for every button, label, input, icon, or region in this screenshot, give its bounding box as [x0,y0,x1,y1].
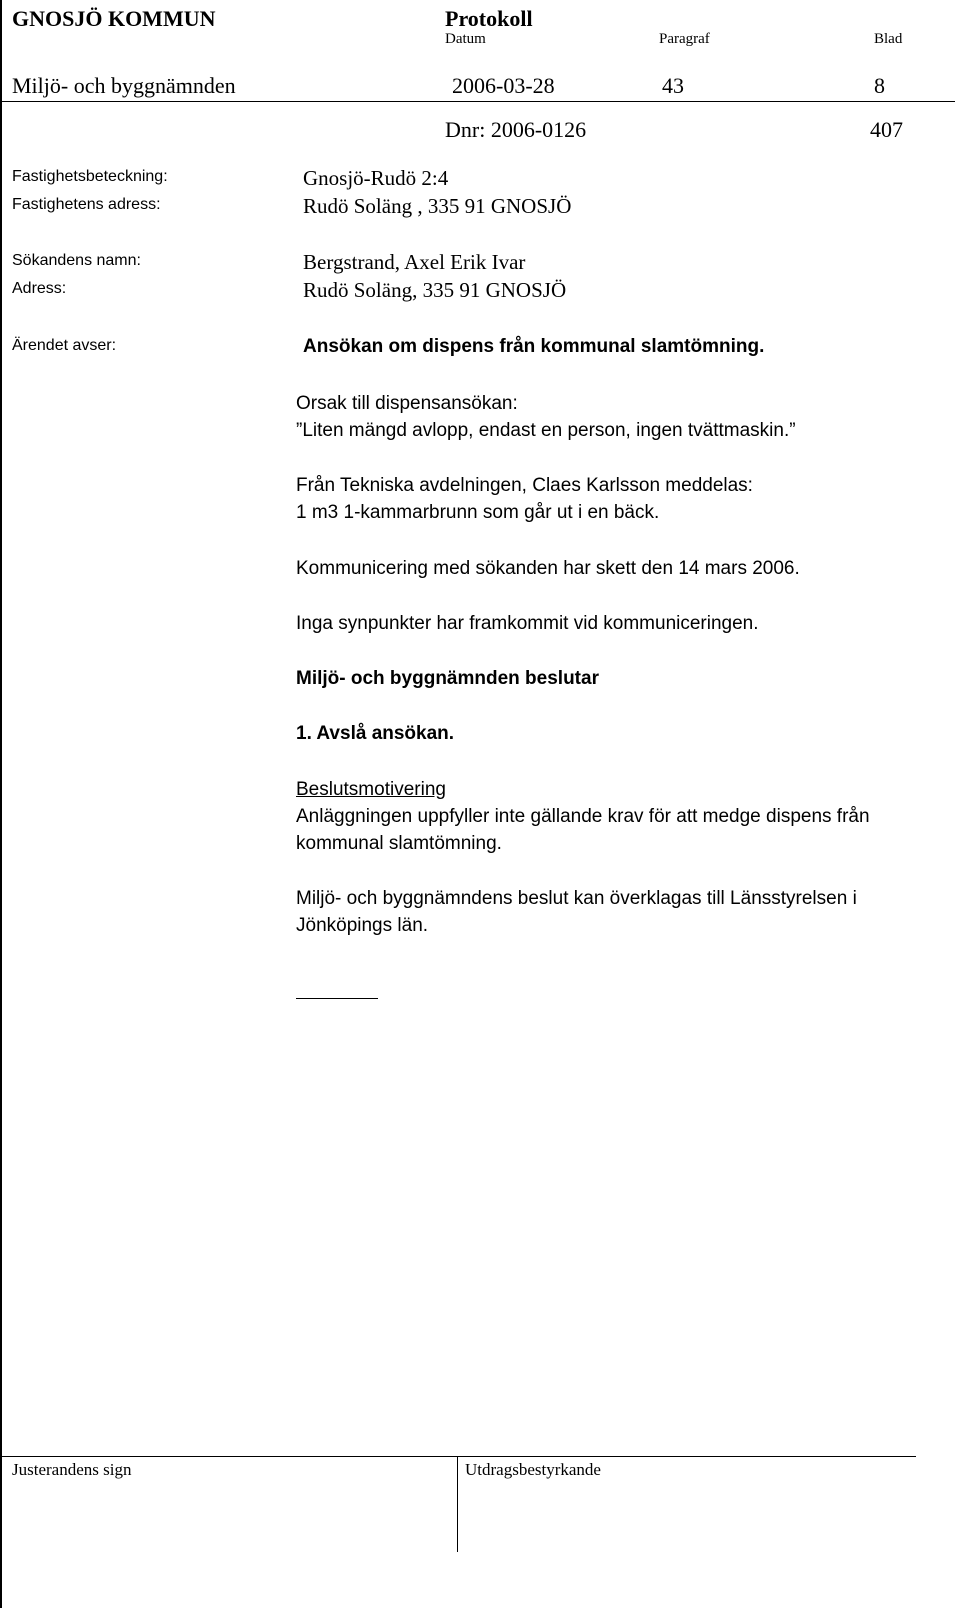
case-number: Dnr: 2006-0126 [445,117,587,142]
property-address-value: Rudö Soläng , 335 91 GNOSJÖ [303,194,572,218]
tech-statement-line2: 1 m3 1-kammarbrunn som går ut i en bäck. [296,502,660,523]
header-divider [2,101,955,102]
document-type: Protokoll [445,6,533,31]
footer-column-divider [457,1456,458,1552]
motivation-text: Anläggningen uppfyller inte gällande krav för att medge dispens från kommunal slamtömning. [296,806,870,854]
matter-value: Ansökan om dispens från kommunal slamtömning. [303,336,765,357]
reason-heading: Orsak till dispensansökan: [296,393,518,414]
appeal-text: Miljö- och byggnämndens beslut kan överklagas till Länsstyrelsen i Jönköpings län. [296,888,857,936]
matter-label: Ärendet avser: [12,337,117,354]
sheet-number: 8 [874,73,885,98]
no-comments-note: Inga synpunkter har framkommit vid kommuniceringen. [296,613,759,634]
motivation-heading: Beslutsmotivering [296,779,446,800]
certification-label: Utdragsbestyrkande [465,1460,601,1479]
tech-statement-line1: Från Tekniska avdelningen, Claes Karlsson meddelas: [296,475,753,496]
applicant-name-value: Bergstrand, Axel Erik Ivar [303,250,526,274]
applicant-address-label: Adress: [12,280,67,297]
decision-item: 1. Avslå ansökan. [296,723,455,744]
meeting-date: 2006-03-28 [452,73,555,98]
applicant-address-value: Rudö Soläng, 335 91 GNOSJÖ [303,278,567,302]
property-designation-value: Gnosjö-Rudö 2:4 [303,166,449,190]
adjuster-sign-label: Justerandens sign [12,1460,132,1479]
paragraph-number: 43 [662,73,684,98]
footer-divider [2,1456,916,1457]
page-number: 407 [870,117,903,142]
end-of-section-line [296,998,378,999]
column-header-datum: Datum [445,31,486,47]
column-header-blad: Blad [874,31,903,47]
property-address-label: Fastighetens adress: [12,196,161,213]
committee-name: Miljö- och byggnämnden [12,73,236,98]
applicant-name-label: Sökandens namn: [12,252,141,269]
organization-name: GNOSJÖ KOMMUN [12,6,216,31]
decision-heading: Miljö- och byggnämnden beslutar [296,668,599,689]
column-header-paragraf: Paragraf [659,31,710,47]
communication-note: Kommunicering med sökanden har skett den 14 mars 2006. [296,558,800,579]
reason-quote: ”Liten mängd avlopp, endast en person, ingen tvättmaskin.” [296,420,796,441]
property-designation-label: Fastighetsbeteckning: [12,168,168,185]
page-left-border [0,0,2,1608]
